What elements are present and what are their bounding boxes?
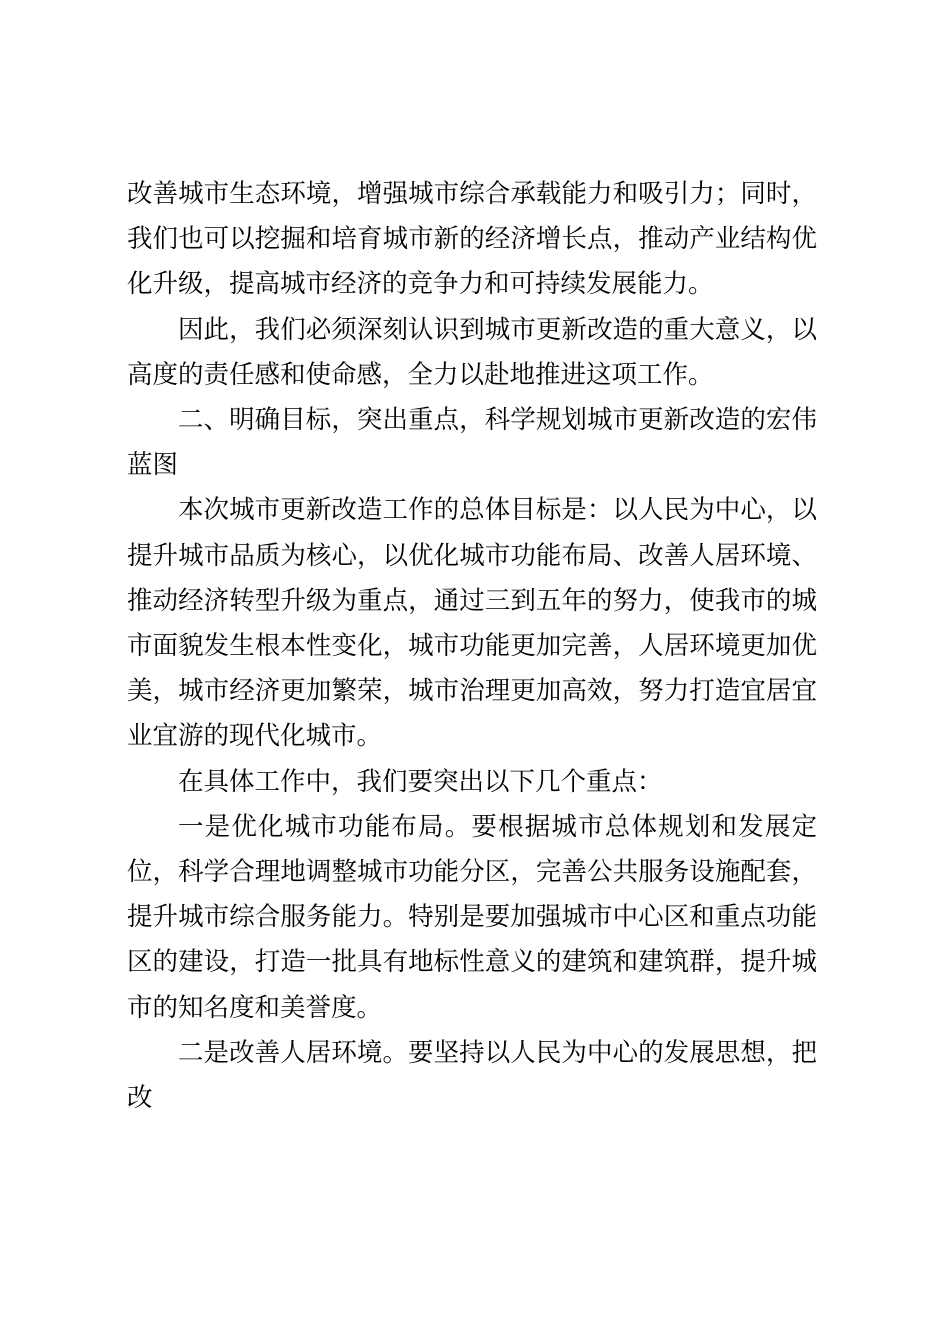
document-body bbox=[127, 172, 817, 1121]
paragraph-key-points-intro: 在具体工作中，我们要突出以下几个重点： bbox=[178, 766, 663, 797]
paragraph-point-2: 二是改善人居环境。要坚持以人民为中心的发展思想，把改 bbox=[127, 1037, 817, 1114]
paragraph-overall-goal: 本次城市更新改造工作的总体目标是：以人民为中心，以提升城市品质为核心，以优化城市功能布局、改善人居环境、推动经济转型升级为重点，通过三到五年的努力，使我市的城市面貌发生根本性变化，城市功能更加完善，人居环境更加优美，城市经济更加繁荣，城市治理更加高效，努力打造宜居宜业宜游的现代化城市。 bbox=[127, 495, 817, 752]
paragraph-significance: 因此，我们必须深刻认识到城市更新改造的重大意义，以高度的责任感和使命感，全力以赴地推进这项工作。 bbox=[127, 314, 817, 390]
paragraph-point-1: 一是优化城市功能布局。要根据城市总体规划和发展定位，科学合理地调整城市功能分区，完善公共服务设施配套，提升城市综合服务能力。特别是要加强城市中心区和重点功能区的建设，打造一批具有地标性意义的建筑和建筑群，提升城市的知名度和美誉度。 bbox=[127, 811, 817, 1023]
section-heading-2: 二、明确目标，突出重点，科学规划城市更新改造的宏伟蓝图 bbox=[127, 405, 817, 481]
paragraph-continuation: 改善城市生态环境，增强城市综合承载能力和吸引力；同时，我们也可以挖掘和培育城市新的经济增长点，推动产业结构优化升级，提高城市经济的竞争力和可持续发展能力。 bbox=[127, 179, 817, 300]
